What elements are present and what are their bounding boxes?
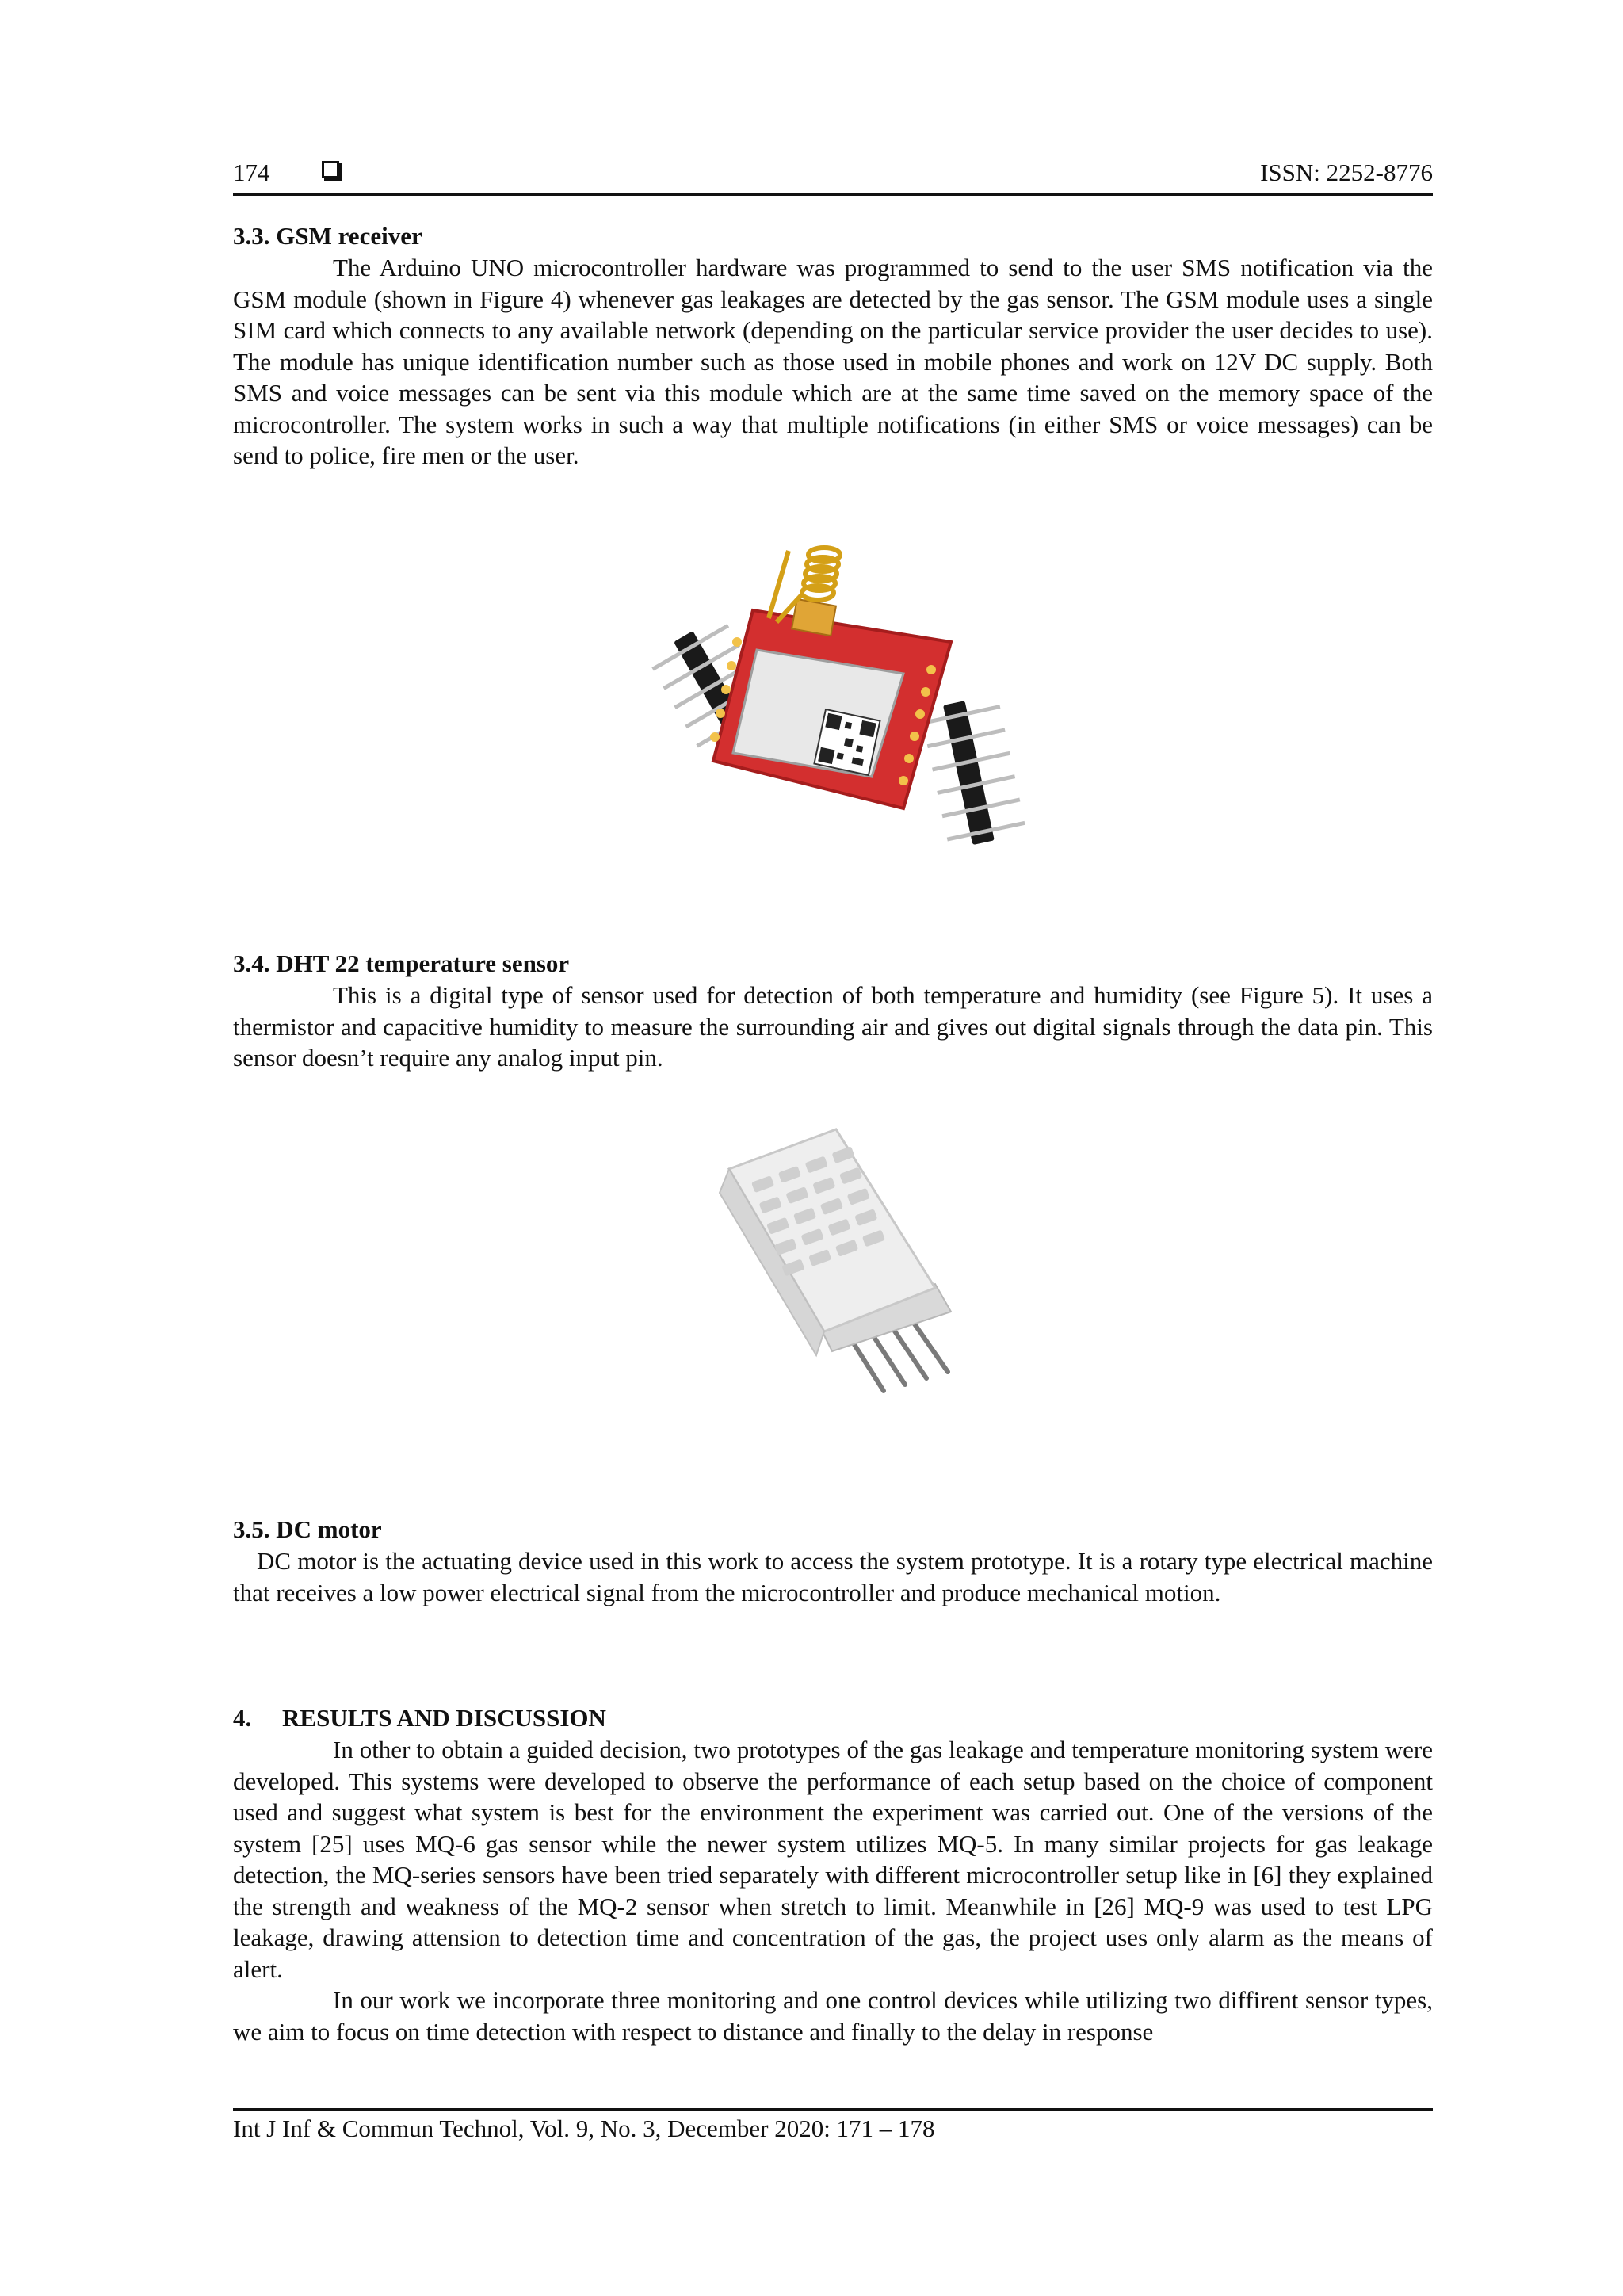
section-3-3-heading: 3.3. GSM receiver xyxy=(233,222,422,250)
tantalum-capacitor xyxy=(792,599,836,636)
footer-citation: Int J Inf & Commun Technol, Vol. 9, No. 3, December 2020: 171 – 178 xyxy=(233,2115,935,2142)
footer-rule xyxy=(233,2108,1433,2111)
right-header-pins xyxy=(920,693,1027,850)
section-4-paragraph-1: In other to obtain a guided decision, two prototypes of the gas leakage and temperature monitoring system were developed. This systems were developed to observe the performance of each setup based on the choice of component used and suggest what system is best for the environment the experiment was carried out. One of the versions of the system [25] uses MQ-6 gas sensor while the newer system utilizes MQ-5. In many similar projects for gas leakage detection, the MQ-series sensors have been tried separately with different microcontroller setup like in [6] they explained the strength and weakness of the MQ-2 sensor when stretch to limit. Meanwhile in [26] MQ-9 was used to test LPG leakage, drawing attension to detection time and concentration of the gas, the project uses only alarm as the means of alert. xyxy=(233,1736,1433,1983)
figure-4-gsm-module xyxy=(618,523,1062,856)
section-3-5-heading: 3.5. DC motor xyxy=(233,1515,382,1543)
section-3-3-paragraph: The Arduino UNO microcontroller hardware was programmed to send to the user SMS notification via the GSM module (shown in Figure 4) whenever gas leakages are detected by the gas sensor. The GSM module uses a single SIM card which connects to any available network (depending on the particular service provider the user decides to use). The module has unique identification number such as those used in mobile phones and work on 12V DC supply. Both SMS and voice messages can be sent via this module which are at the same time saved on the memory space of the microcontroller. The system works in such a way that multiple notifications (in either SMS or voice messages) can be send to police, fire men or the user. xyxy=(233,254,1433,469)
square-bullet-icon xyxy=(322,161,339,178)
page-number: 174 xyxy=(233,159,270,186)
section-3-5-paragraph: DC motor is the actuating device used in this work to access the system prototype. It is a rotary type electrical machine that receives a low power electrical signal from the microcontroller and produce mechanical motion. xyxy=(233,1547,1433,1606)
section-3-4-paragraph: This is a digital type of sensor used for detection of both temperature and humidity (see Figure 5). It uses a thermistor and capacitive humidity to measure the surrounding air and gives out digital signals through the data pin. This sensor doesn’t require any analog input pin. xyxy=(233,981,1433,1072)
section-3-4-heading: 3.4. DHT 22 temperature sensor xyxy=(233,949,570,977)
page-header xyxy=(233,155,1433,191)
section-4-heading: 4. RESULTS AND DISCUSSION xyxy=(233,1704,606,1732)
issn-label: ISSN: 2252-8776 xyxy=(1260,159,1433,186)
section-4-paragraph-2: In our work we incorporate three monitoring and one control devices while utilizing two diffirent sensor types, we aim to focus on time detection with respect to distance and finally to the delay in response xyxy=(233,1986,1433,2046)
sim800l-chip xyxy=(733,650,903,777)
figure-5-dht22-sensor xyxy=(697,1125,983,1411)
header-rule xyxy=(233,193,1433,196)
qr-code-icon xyxy=(814,709,880,775)
